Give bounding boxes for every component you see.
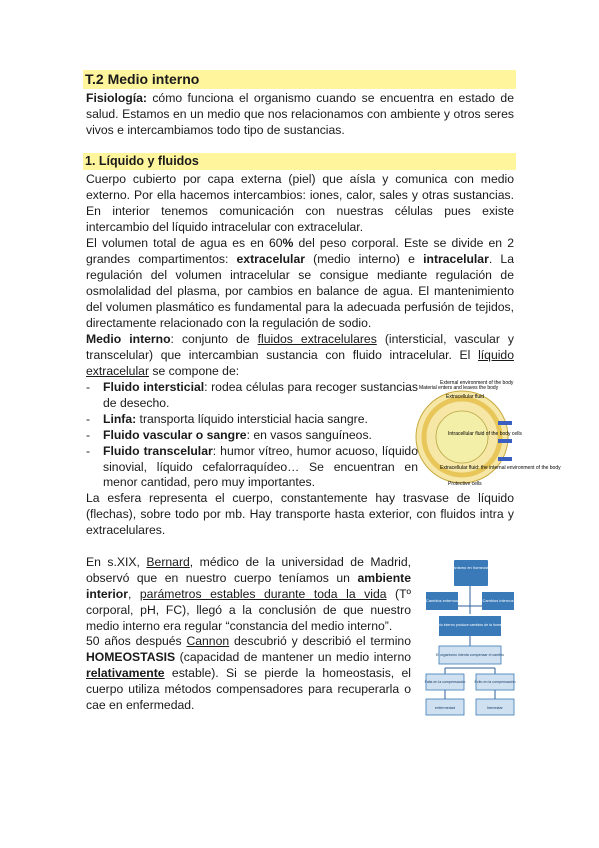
- intro-text: cómo funciona el organismo cuando se encuentra en estado de salud. Estamos en un medio que nos relacionamos con ambiente y otros seres vivos e intercambiamos todo tipo de sustancias.: [86, 91, 514, 137]
- p2-extracelular: extracelular: [236, 251, 305, 266]
- label-ecf: Extracellular fluid: [446, 394, 485, 400]
- s2-cannon: Cannon: [186, 634, 230, 648]
- p2-text-d: . La regulación del volumen intracelular se consigue mediante regulación de osmolalidad del plasma, por cambios en balance de agua. El mantenimiento del volumen plasmático es fundamental para la adecuada perfusión de tejidos, directamente relacionado con la regulación de sodio.: [86, 251, 514, 330]
- section1-paragraph-3: [86, 332, 514, 380]
- section1-paragraph-4: La esfera representa el cuerpo, constantemente hay trasvase de líquido (flechas), sobre todo por mb. Hay transporte hasta exterior, con fluidos intra y extracelulares.: [86, 491, 514, 537]
- body-fluids-svg: [418, 377, 561, 497]
- p2-text-b: del peso corporal. Este se divide en 2 grandes compartimentos:: [86, 236, 514, 266]
- intro-paragraph: [86, 91, 514, 139]
- list-term: Fluido intersticial: [103, 380, 205, 394]
- list-dash: -: [86, 443, 91, 458]
- list-dash: -: [86, 380, 91, 394]
- box-cambio-label: El cambio interno produce cambios de la homeostasis: [426, 623, 514, 627]
- s2-homeostasis: HOMEOSTASIS: [86, 649, 176, 664]
- s2-text-f: descubrió y describió el termino: [229, 634, 411, 648]
- section2-paragraph-2: [86, 634, 411, 714]
- intro-term: Fisiología:: [86, 91, 147, 105]
- s2-parametros: parámetros estables durante toda la vida: [139, 586, 387, 601]
- arrow-exit-icon: [498, 457, 512, 461]
- list-term: Linfa:: [103, 411, 137, 426]
- box-externos-label: Cambios externos: [425, 598, 459, 603]
- s2-text-g: (capacidad de mantener un medio interno: [175, 649, 411, 664]
- s2-text-e: 50 años después: [86, 634, 187, 648]
- list-item: [86, 412, 418, 428]
- s2-bernard: Bernard: [146, 555, 190, 569]
- list-text: : rodea células para recoger sustancias de desecho.: [103, 380, 418, 410]
- box-internos-label: Cambios internos: [482, 598, 514, 603]
- box-compensa-label: El organismo intenta compensar el cambio: [436, 653, 504, 657]
- label-external: External environment of the body: [440, 380, 514, 386]
- s2-text-h: estable). Si se pierde la homeostasis, el cuerpo utiliza métodos compensadores para recuperarla o cae en enfermedad.: [86, 665, 411, 712]
- box-organismo: [454, 560, 488, 586]
- s2-ambiente-interior: ambiente interior: [86, 570, 411, 601]
- box-bienestar-label: bienestar: [487, 706, 503, 710]
- list-text: : en vasos sanguíneos.: [246, 427, 372, 442]
- section2-paragraph-1: [86, 555, 411, 635]
- inner-sphere: [436, 411, 488, 463]
- list-dash: -: [86, 411, 91, 426]
- label-interface: Extracellular fluid: the internal environment of the body: [440, 465, 561, 471]
- p2-intracelular: intracelular: [423, 251, 489, 266]
- list-item: [86, 428, 418, 444]
- homeostasis-flowchart: [425, 556, 515, 721]
- p2-percent: %: [282, 236, 294, 250]
- label-icf: Intracellular fluid of the body cells: [448, 431, 522, 437]
- s2-text-d: (Tº corporal, pH, FC), llegó a la conclusión de que nuestro medio interno era regular “constancia del medio interno”.: [86, 586, 411, 633]
- box-organismo-label: Organismo en homeostasis: [446, 565, 496, 570]
- section1-paragraph-1: Cuerpo cubierto por capa externa (piel) que aísla y comunica con medio externo. Por ella hacemos intercambios: iones, calor, sales y otras sustancias. En interior tenemos comunicación con nuestras células pues existe intercambio del líquido intracelular con extracelular.: [86, 172, 514, 234]
- list-item: [86, 380, 418, 412]
- p2-text-a: El volumen total de agua es en 60: [86, 236, 283, 250]
- list-item: [86, 444, 418, 492]
- body-fluids-diagram: [418, 377, 561, 497]
- list-dash: -: [86, 427, 91, 442]
- fluid-list: [86, 380, 418, 491]
- box-exito-label: Éxito en la compensación: [474, 680, 516, 684]
- s2-relativamente: relativamente: [86, 665, 165, 680]
- label-material: Material enters and leaves the body: [419, 385, 499, 391]
- p3-fluidos-extracelulares: fluidos extracelulares: [257, 332, 377, 346]
- box-falla-label: Falla en la compensación: [424, 680, 466, 684]
- p2-text-c: (medio interno) e: [304, 251, 424, 266]
- s2-text-b: , médico de la universidad de Madrid, observó que en nuestro cuerpo teníamos un: [86, 555, 411, 585]
- list-text: : humor vítreo, humor acuoso, líquido sinovial, líquido cefalorraquídeo… Se encuentran en menor cantidad, pero muy importantes.: [103, 443, 418, 490]
- page-title: T.2 Medio interno: [83, 70, 516, 89]
- arrow-out-icon: [498, 439, 512, 443]
- p3-liquido-extracelular: líquido extracelular: [86, 347, 514, 378]
- p3-text-a: : conjunto de: [170, 332, 258, 346]
- label-protective: Protective cells: [448, 481, 482, 487]
- section-heading-liquidos: 1. Líquido y fluidos: [83, 153, 516, 170]
- list-term: Fluido transcelular: [103, 443, 213, 458]
- list-text: transporta líquido intersticial hacia sangre.: [136, 411, 368, 426]
- p3-text-c: se compone de:: [149, 363, 240, 378]
- s2-text-c: ,: [127, 586, 140, 601]
- p3-text-b: (intersticial, vascular y transcelular) que intercambian sustancia con fluido intracelular. El: [86, 332, 515, 362]
- s2-text-a: En s.XIX,: [86, 555, 147, 569]
- flowchart-svg: [425, 556, 515, 721]
- p3-term: Medio interno: [86, 332, 171, 346]
- box-enfermedad-label: enfermedad: [434, 706, 456, 710]
- arrow-in-icon: [498, 421, 512, 425]
- section1-paragraph-2: [86, 236, 514, 331]
- list-term: Fluido vascular o sangre: [103, 427, 247, 442]
